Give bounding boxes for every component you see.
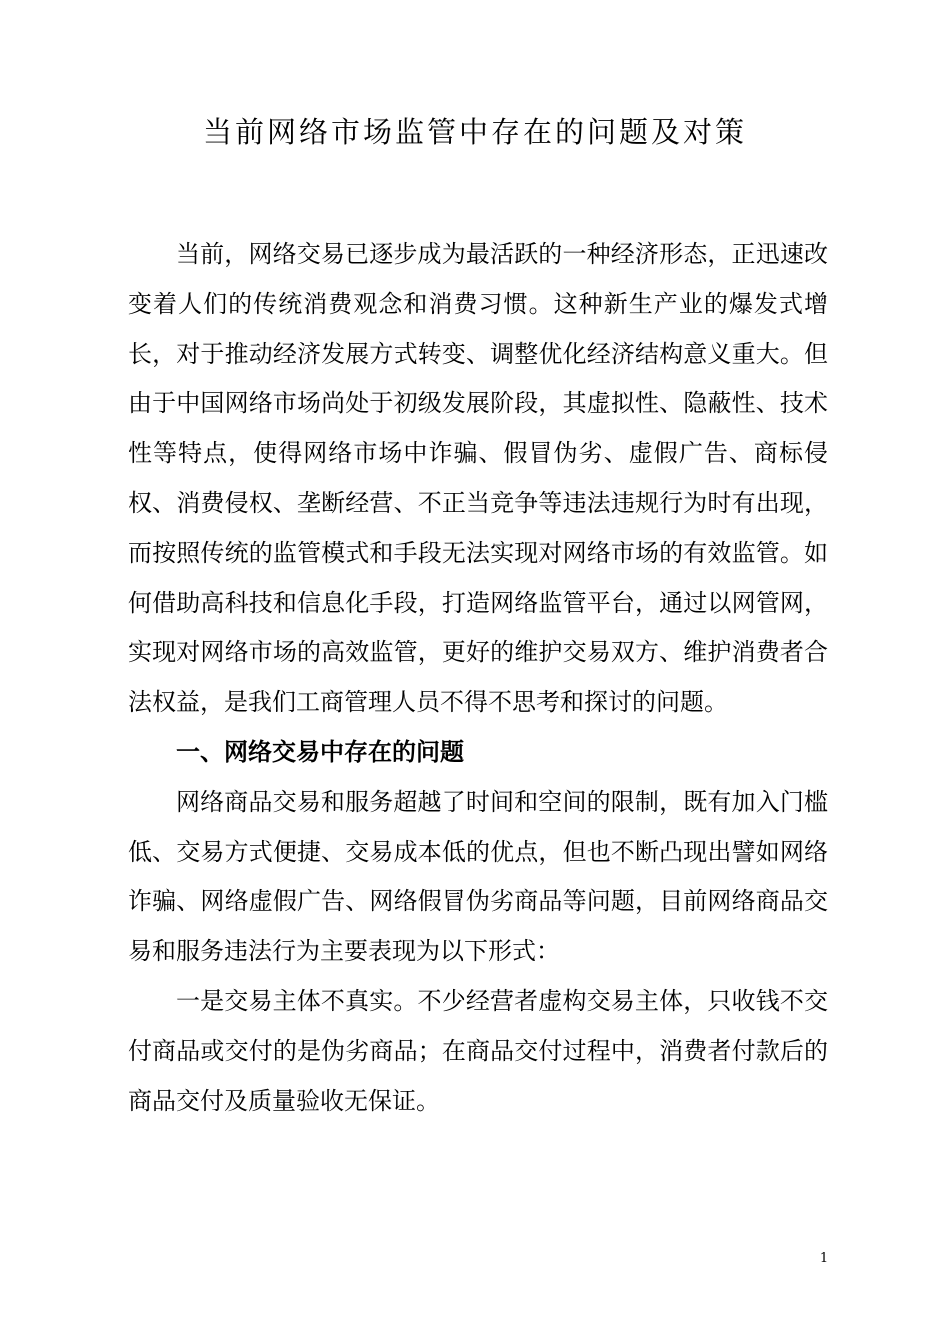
intro-paragraph: 当前，网络交易已逐步成为最活跃的一种经济形态，正迅速改变着人们的传统消费观念和消费习惯。这种新生产业的爆发式增长，对于推动经济发展方式转变、调整优化经济结构意义重大。但由于中国网络市场尚处于初级发展阶段，其虚拟性、隐蔽性、技术性等特点，使得网络市场中诈骗、假冒伪劣、虚假广告、商标侵权、消费侵权、垄断经营、不正当竞争等违法违规行为时有出现，而按照传统的监管模式和手段无法实现对网络市场的有效监管。如何借助高科技和信息化手段，打造网络监管平台，通过以网管网，实现对网络市场的高效监管，更好的维护交易双方、维护消费者合法权益，是我们工商管理人员不得不思考和探讨的问题。 xyxy=(128,240,828,717)
page-number: 1 xyxy=(819,1251,829,1266)
document-title: 当前网络市场监管中存在的问题及对策 xyxy=(202,115,747,149)
section-paragraph-2: 一是交易主体不真实。不少经营者虚构交易主体，只收钱不交付商品或交付的是伪劣商品；在商品交付过程中，消费者付款后的商品交付及质量验收无保证。 xyxy=(128,986,828,1115)
section-paragraph-1: 网络商品交易和服务超越了时间和空间的限制，既有加入门槛低、交易方式便捷、交易成本低的优点，但也不断凸现出譬如网络诈骗、网络虚假广告、网络假冒伪劣商品等问题，目前网络商品交易和服务违法行为主要表现为以下形式： xyxy=(128,787,828,966)
document-body xyxy=(128,230,828,1126)
section-heading: 一、网络交易中存在的问题 xyxy=(176,737,464,766)
